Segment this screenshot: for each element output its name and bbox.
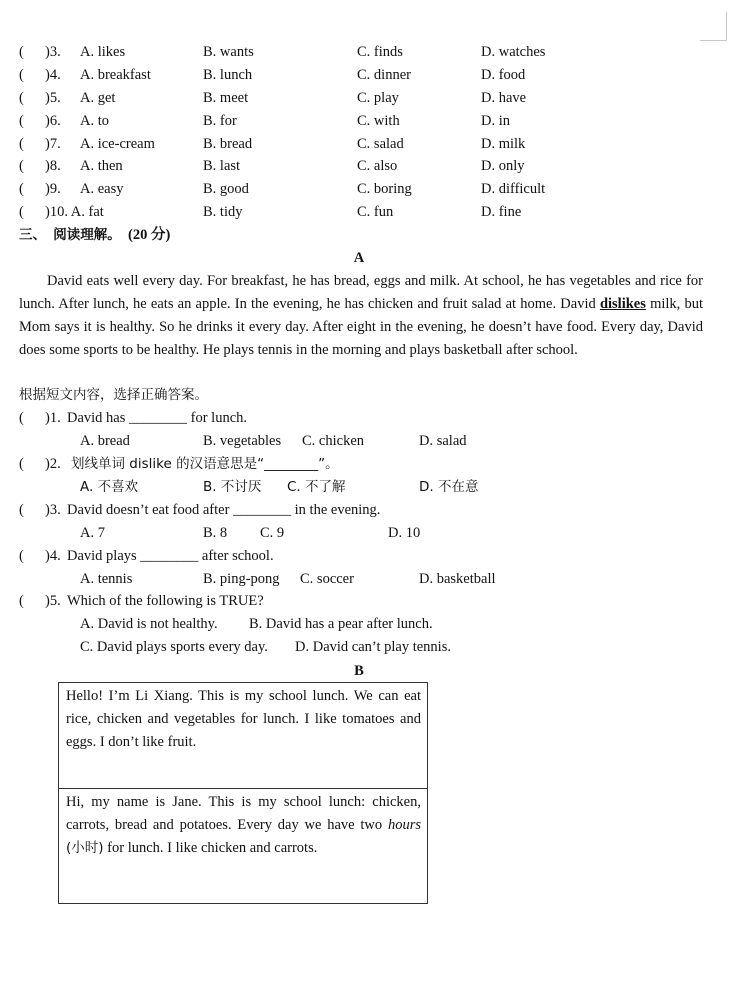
section-number: 三、	[19, 227, 46, 243]
option-a[interactable]: A. likes	[80, 44, 126, 60]
option[interactable]: B. David has a pear after lunch.	[249, 616, 433, 632]
lunch-box-jane	[58, 788, 428, 904]
option-a[interactable]: A. get	[80, 90, 116, 106]
option[interactable]: B. ping-pong	[203, 571, 280, 587]
option-c[interactable]: C. dinner	[357, 67, 411, 83]
option-c[interactable]: C. also	[357, 158, 398, 174]
option-c[interactable]: C. with	[357, 113, 400, 129]
option[interactable]: A. 不喜欢	[80, 479, 139, 495]
option[interactable]: D. David can’t play tennis.	[295, 639, 451, 655]
option-d[interactable]: D. food	[481, 67, 526, 83]
option[interactable]: A. bread	[80, 433, 130, 449]
option[interactable]: B. vegetables	[203, 433, 282, 449]
option-d[interactable]: D. milk	[481, 136, 526, 152]
question-number: )9.	[45, 181, 61, 197]
passage-b-label: B	[354, 663, 364, 679]
section-title: 阅读理解。	[53, 227, 121, 243]
option-b[interactable]: B. good	[203, 181, 249, 197]
option-b[interactable]: B. for	[203, 113, 237, 129]
option[interactable]: C. chicken	[302, 433, 365, 449]
option-d[interactable]: D. only	[481, 158, 525, 174]
underlined-word: dislikes	[599, 296, 646, 312]
option[interactable]: D. basketball	[419, 571, 496, 587]
passage-a-label: A	[353, 250, 365, 266]
question-number: )5.	[45, 90, 61, 106]
question-number: )7.	[45, 136, 61, 152]
option[interactable]: A. 7	[80, 525, 105, 541]
option-c[interactable]: C. boring	[357, 181, 412, 197]
italic-word: hours	[387, 817, 421, 833]
box-text: Hello! I’m Li Xiang. This is my school lunch. We can eat rice, chicken and vegetables for lunch. I like tomatoes and eggs. I don’t like fruit.	[66, 688, 421, 750]
section-score: (20 分)	[128, 227, 171, 243]
option-a[interactable]: A. breakfast	[80, 67, 151, 83]
option[interactable]: D. 不在意	[419, 479, 479, 495]
option[interactable]: D. salad	[419, 433, 467, 449]
answer-bracket: (	[19, 67, 24, 83]
answer-bracket: (	[19, 44, 24, 60]
question-number: )6.	[45, 113, 61, 129]
option-d[interactable]: D. watches	[481, 44, 546, 60]
option-c[interactable]: C. salad	[357, 136, 404, 152]
option-b[interactable]: B. last	[203, 158, 241, 174]
option-d[interactable]: D. have	[481, 90, 527, 106]
option[interactable]: C. 9	[260, 525, 285, 541]
instruction: 根据短文内容，选择正确答案。	[19, 387, 208, 403]
option-c[interactable]: C. finds	[357, 44, 403, 60]
option-b[interactable]: B. bread	[203, 136, 253, 152]
option-b[interactable]: B. meet	[203, 90, 249, 106]
option[interactable]: C. David plays sports every day.	[80, 639, 268, 655]
option[interactable]: A. tennis	[80, 571, 133, 587]
question-number: )10. A. fat	[45, 204, 104, 220]
option[interactable]: A. David is not healthy.	[80, 616, 218, 632]
answer-bracket: (	[19, 181, 24, 197]
answer-bracket: (	[19, 113, 24, 129]
option-d[interactable]: D. in	[481, 113, 510, 129]
option[interactable]: C. 不了解	[287, 479, 346, 495]
option-d[interactable]: D. fine	[481, 204, 522, 220]
option-b[interactable]: B. lunch	[203, 67, 253, 83]
question-number: )4.	[45, 67, 61, 83]
option-b[interactable]: B. wants	[203, 44, 254, 60]
page-corner-mark	[700, 12, 727, 41]
answer-bracket: (	[19, 204, 24, 220]
option-c[interactable]: C. fun	[357, 204, 394, 220]
option[interactable]: D. 10	[388, 525, 421, 541]
option-b[interactable]: B. tidy	[203, 204, 243, 220]
option[interactable]: B. 不讨厌	[203, 479, 262, 495]
option-c[interactable]: C. play	[357, 90, 399, 106]
option-a[interactable]: A. then	[80, 158, 123, 174]
box-text: Hi, my name is Jane. This is my school lunch: chicken, carrots, bread and potatoes. Every day we have two hours (小时) for lunch. I like chicken and carrots.	[66, 794, 421, 856]
lunch-box-li-xiang	[58, 682, 428, 789]
option-d[interactable]: D. difficult	[481, 181, 546, 197]
answer-bracket: (	[19, 136, 24, 152]
option-a[interactable]: A. ice-cream	[80, 136, 155, 152]
passage-a-text: David eats well every day. For breakfast, he has bread, eggs and milk. At school, he has vegetables and rice for lunch. After lunch, he eats an apple. In the evening, he has chicken and fruit salad at home. David dislikes milk, but Mom says it is healthy. So he drinks it every day. After eight in the evening, he doesn’t have food. Every day, David does some sports to be healthy. He plays tennis in the morning and plays basketball after school.	[19, 273, 703, 358]
section-heading	[19, 224, 170, 246]
option-a[interactable]: A. easy	[80, 181, 124, 197]
option[interactable]: B. 8	[203, 525, 228, 541]
question-number: )8.	[45, 158, 61, 174]
answer-bracket: (	[19, 158, 24, 174]
option-a[interactable]: A. to	[80, 113, 109, 129]
answer-bracket: (	[19, 90, 24, 106]
option[interactable]: C. soccer	[300, 571, 354, 587]
question-number: )3.	[45, 44, 61, 60]
